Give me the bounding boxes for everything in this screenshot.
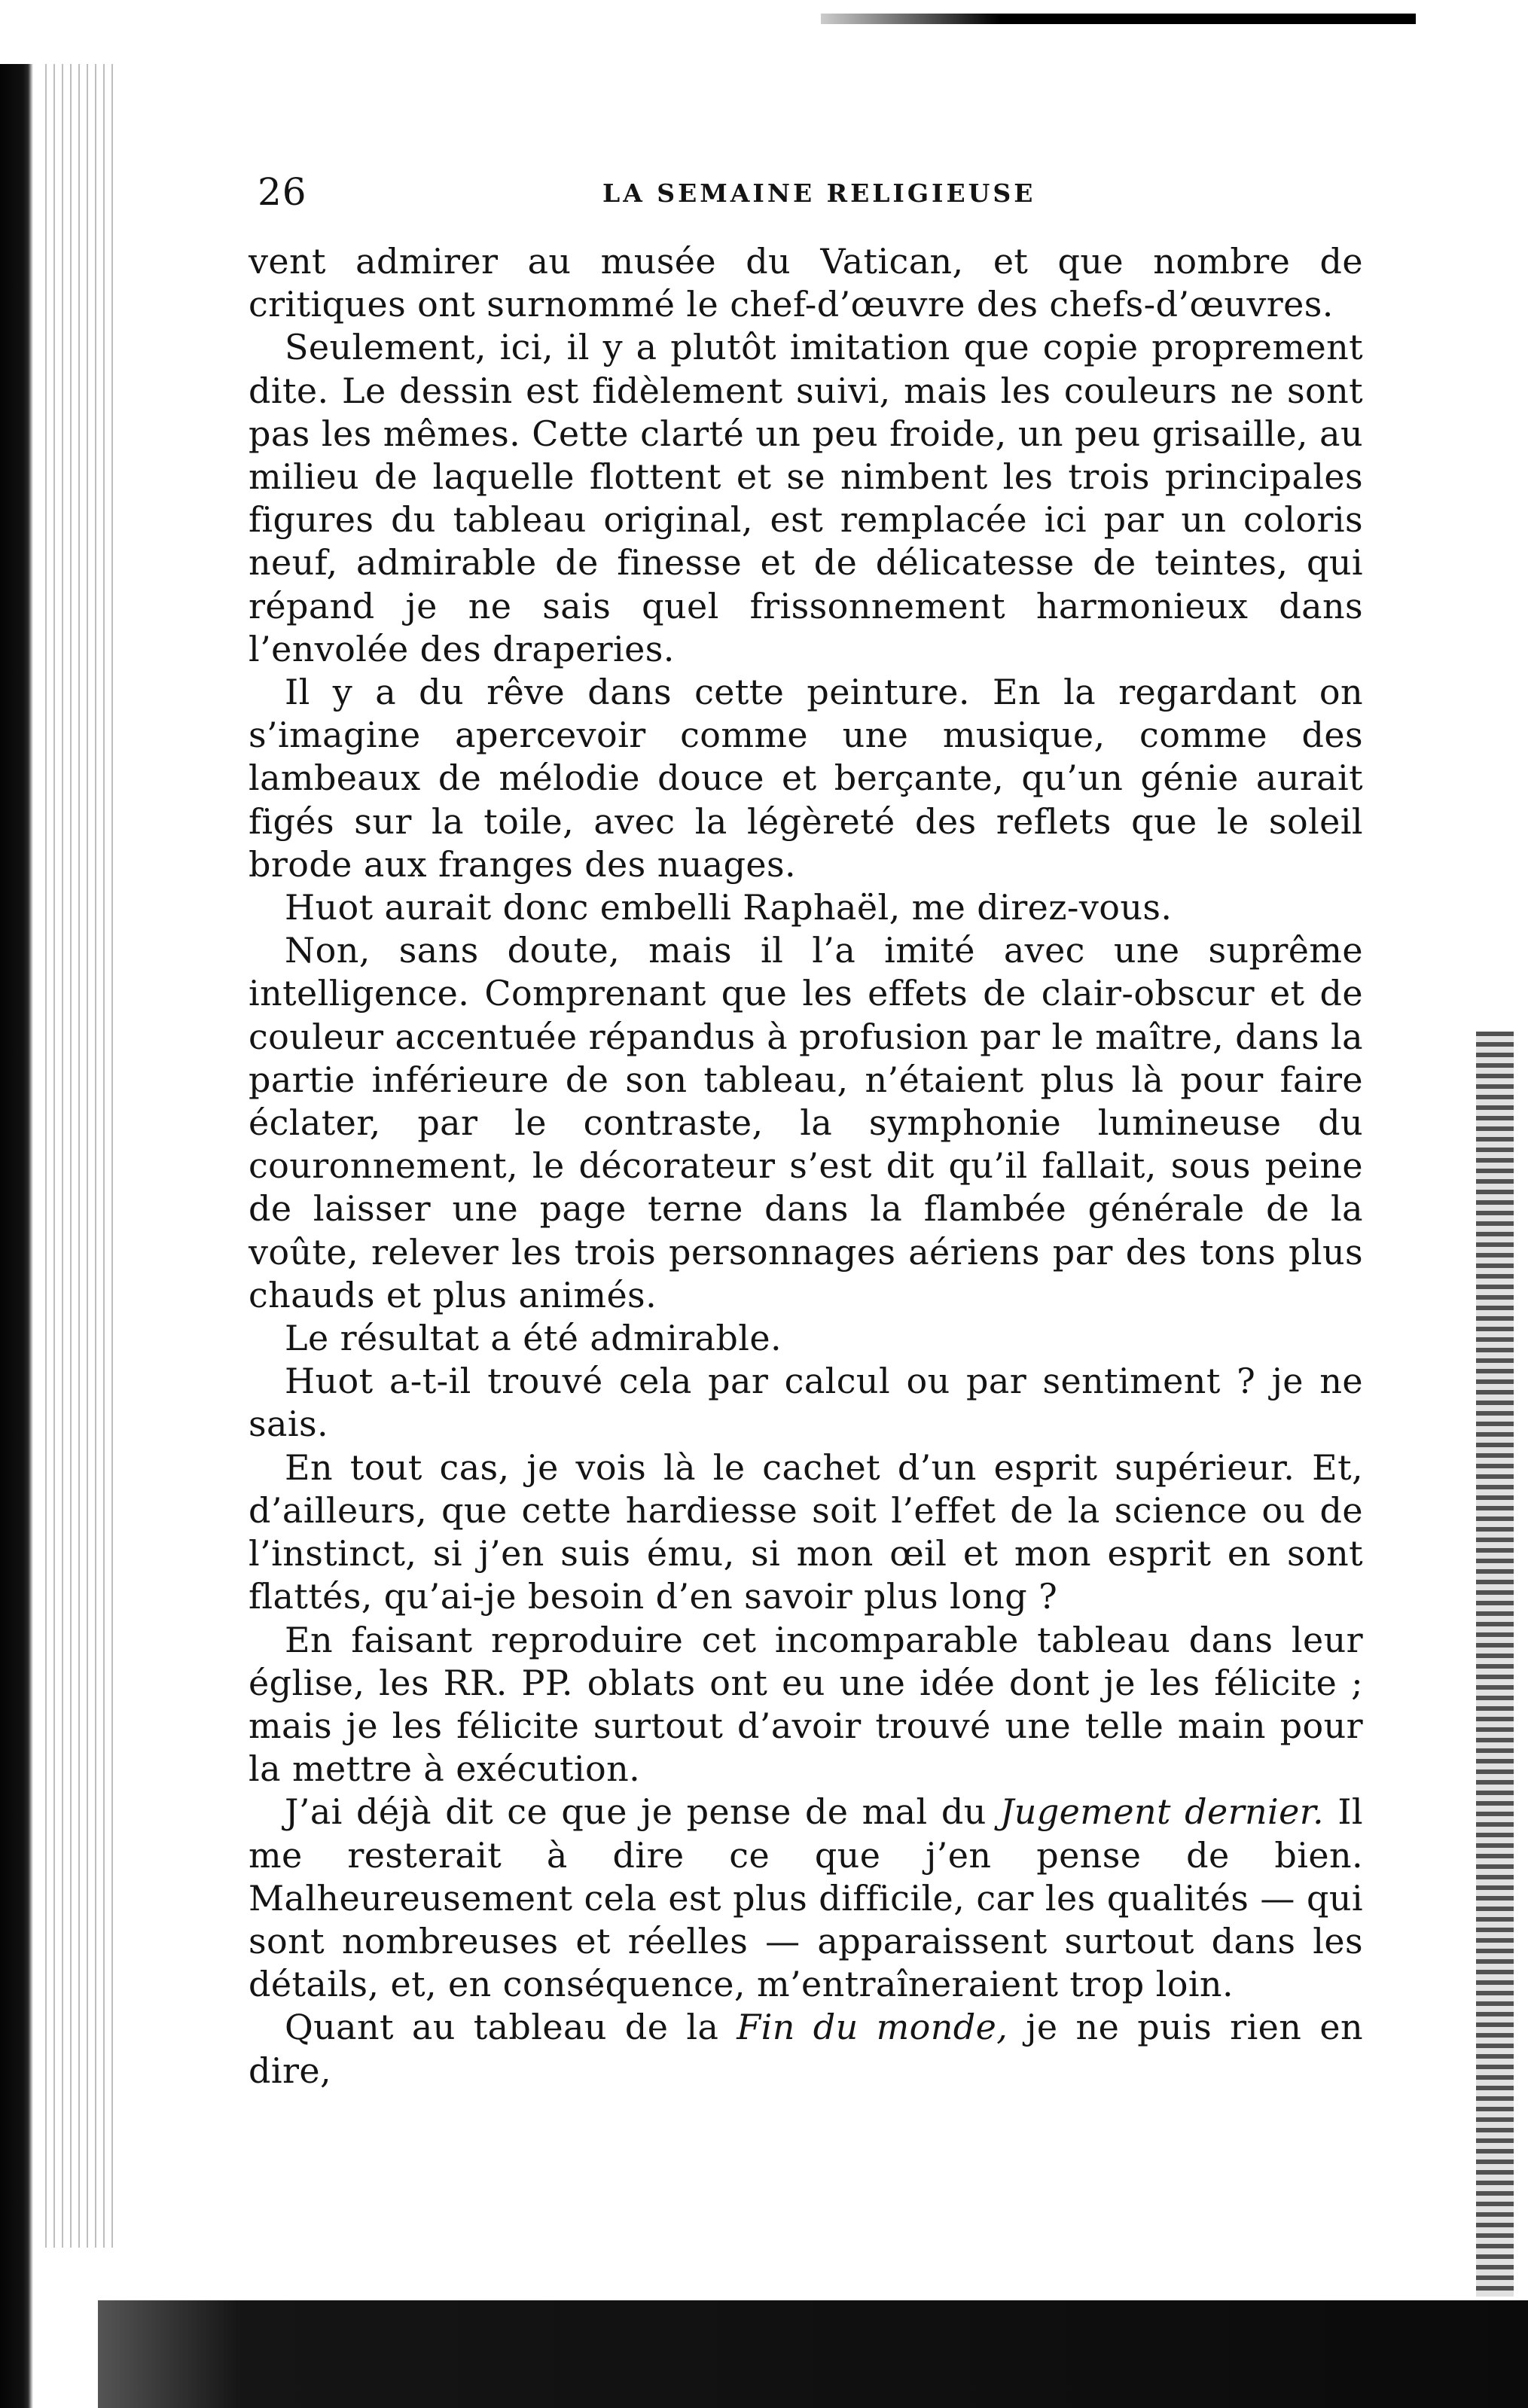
book-page [249,169,1363,2093]
paragraph-8: En tout cas, je vois là le cachet d’un esprit supérieur. Et, d’ailleurs, que cette hardiesse soit l’effet de la science ou de l’instinct, si j’en suis ému, si mon œil et mon esprit en sont flattés, qu’ai-je besoin d’en savoir plus long ? [249,1446,1363,1617]
scan-binding-edge [0,64,33,2408]
paragraph-11-after: je ne puis rien en dire, [249,2007,1363,2091]
paragraph-10-before: J’ai déjà dit ce que je pense de mal du [285,1791,1000,1833]
paragraph-6: Le résultat a été admirable. [285,1318,782,1359]
paragraph-9: En faisant reproduire cet incomparable tableau dans leur église, les RR. PP. oblats ont eu une idée dont je les félicite ; mais je les félicite surtout d’avoir trouvé une telle main pour la mettre à exécution. [249,1619,1363,1790]
scan-binding-lines [45,64,113,2248]
paragraph-11-italic-title: Fin du monde, [737,2007,1008,2048]
paragraph-5: Non, sans doute, mais il l’a imité avec une suprême intelligence. Comprenant que les effets de clair-obscur et de couleur accentuée répandus à profusion par le maître, dans la partie inférieure de son tableau, n’étaient plus là pour faire éclater, par le contraste, la symphonie lumineuse du couronnement, le décorateur s’est dit qu’il fallait, sous peine de laisser une page terne dans la flambée générale de la voûte, relever les trois personnages aériens par des tons plus chauds et plus animés. [249,930,1363,1315]
body-text [249,240,1363,2093]
paragraph-4: Huot aurait donc embelli Raphaël, me direz-vous. [285,887,1173,928]
paragraph-10-after: Il me resterait à dire ce que j’en pense de bien. Malheureusement cela est plus difficile, car les qualités — qui sont nombreuses et réelles — apparaissent surtout dans les détails, et, en conséquence, m’entraîneraient trop loin. [249,1791,1363,2005]
paragraph-7: Huot a-t-il trouvé cela par calcul ou par sentiment ? je ne sais. [249,1361,1363,1445]
scan-top-rule [821,14,1416,24]
paragraph-11 [249,2006,1363,2092]
paragraph-11-before: Quant au tableau de la [285,2007,737,2048]
paragraph-1: vent admirer au musée du Vatican, et que nombre de critiques ont surnommé le chef-d’œuvre des chefs-d’œuvres. [249,241,1363,325]
paragraph-10-italic-title: Jugement dernier. [999,1791,1325,1833]
page-header [249,169,1363,230]
paragraph-3: Il y a du rêve dans cette peinture. En la regardant on s’imagine apercevoir comme une musique, comme des lambeaux de mélodie douce et berçante, qu’un génie aurait figés sur la toile, avec la légèreté des reflets que le soleil brode aux franges des nuages. [249,672,1363,885]
paragraph-2: Seulement, ici, il y a plutôt imitation que copie proprement dite. Le dessin est fidèlement suivi, mais les couleurs ne sont pas les mêmes. Cette clarté un peu froide, un peu grisaille, au milieu de laquelle flottent et se nimbent les trois principales figures du tableau original, est remplacée ici par un coloris neuf, admirable de finesse et de délicatesse de teintes, qui répand je ne sais quel frissonnement harmonieux dans l’envolée des draperies. [249,327,1363,669]
paragraph-10 [249,1791,1363,2006]
scan-right-edge [1476,1032,1514,2297]
page-number: 26 [258,170,307,214]
running-title: LA SEMAINE RELIGIEUSE [602,178,1036,208]
scan-bottom-strip [98,2300,1528,2408]
